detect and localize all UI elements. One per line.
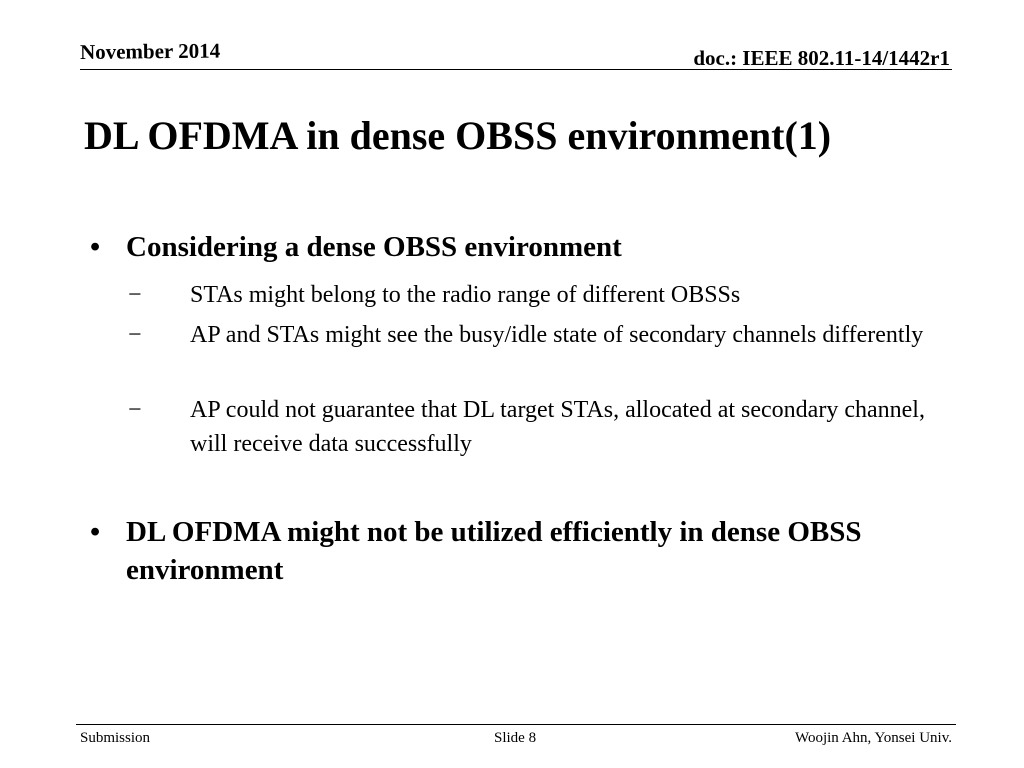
sub-bullet-text: AP and STAs might see the busy/idle state of secondary channels differently [190,322,924,348]
footer-author: Woojin Ahn, Yonsei Univ. [794,730,952,746]
dash-icon: − [128,282,142,308]
dash-icon: − [128,397,142,423]
sub-bullet-item [128,393,948,461]
bullet-item [90,228,940,266]
slide-title: DL OFDMA in dense OBSS environment(1) [84,113,832,158]
sub-bullet-item [128,278,948,312]
dash-icon: − [128,322,142,348]
header-doc-id: doc.: IEEE 802.11-14/1442r1 [693,46,950,70]
sub-bullet-item [128,318,948,352]
sub-bullet-text: STAs might belong to the radio range of different OBSSs [190,282,741,308]
bullet-text: DL OFDMA might not be utilized efficiently in dense OBSS environment [126,516,862,586]
sub-bullet-text: AP could not guarantee that DL target STAs, allocated at secondary channel, will receive data successfully [190,397,925,457]
bullet-icon: • [90,231,101,263]
footer-divider [76,724,956,725]
footer-left: Submission [80,730,151,746]
bullet-item [90,513,940,589]
header-date: November 2014 [79,38,221,64]
footer-slide-number: Slide 8 [494,730,537,746]
bullet-text: Considering a dense OBSS environment [126,231,622,263]
bullet-icon: • [90,516,101,548]
